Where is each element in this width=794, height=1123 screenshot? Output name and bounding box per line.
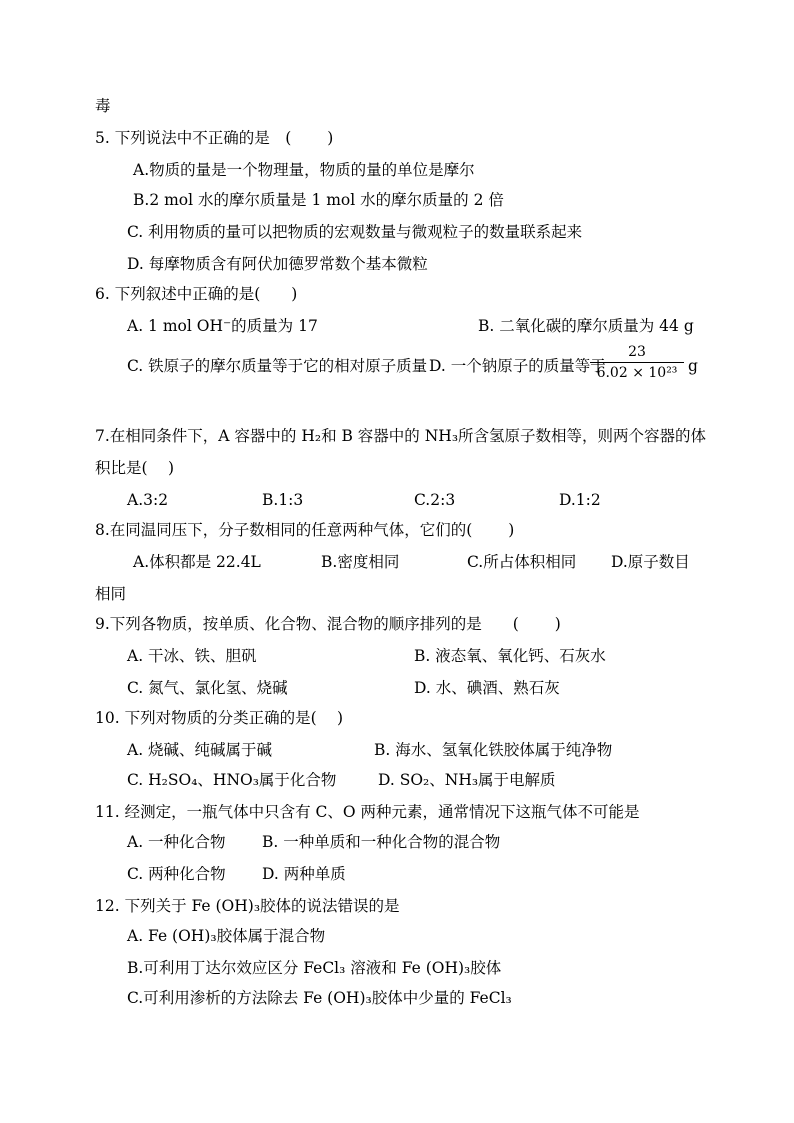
question-7-option-b: B.1:3 [262,491,304,509]
question-6-fraction [590,344,684,381]
question-7-line-2: 积比是( ) [95,459,175,477]
question-12-option-a: A. Fe (OH)₃胶体属于混合物 [127,927,326,945]
question-6-option-b: B. 二氧化碳的摩尔质量为 44 g [478,317,694,335]
question-11-option-c: C. 两种化合物 [127,865,226,883]
question-8: 8.在同温同压下，分子数相同的任意两种气体，它们的( ) [95,521,515,539]
question-8-option-d: D.原子数目 [611,553,690,571]
question-8-option-c: C.所占体积相同 [467,553,577,571]
question-10-option-b: B. 海水、氢氧化铁胶体属于纯净物 [374,741,613,759]
question-5-option-a: A.物质的量是一个物理量，物质的量的单位是摩尔 [133,161,475,179]
question-5-option-d: D. 每摩物质含有阿伏加德罗常数个基本微粒 [127,255,428,273]
question-6-unit: g [688,357,698,375]
question-12-option-b: B.可利用丁达尔效应区分 FeCl₃ 溶液和 Fe (OH)₃胶体 [127,959,502,977]
question-7-line-1: 7.在相同条件下，A 容器中的 H₂和 B 容器中的 NH₃所含氢原子数相等，则两个容器的体 [95,427,707,445]
question-10-option-d: D. SO₂、NH₃属于电解质 [378,771,556,789]
question-6-option-c: C. 铁原子的摩尔质量等于它的相对原子质量 [127,357,428,375]
fraction-numerator: 23 [628,344,646,360]
question-8-option-b: B.密度相同 [321,553,400,571]
fraction-bar [590,362,684,363]
question-12-option-c: C.可利用渗析的方法除去 Fe (OH)₃胶体中少量的 FeCl₃ [127,989,512,1007]
question-9: 9.下列各物质，按单质、化合物、混合物的顺序排列的是 ( ) [95,615,561,633]
question-5-option-b: B.2 mol 水的摩尔质量是 1 mol 水的摩尔质量的 2 倍 [133,191,504,209]
question-10-option-a: A. 烧碱、纯碱属于碱 [127,741,273,759]
question-6: 6. 下列叙述中正确的是( ) [95,285,298,303]
question-9-option-b: B. 液态氧、氧化钙、石灰水 [414,647,606,665]
question-11: 11. 经测定，一瓶气体中只含有 C、O 两种元素，通常情况下这瓶气体不可能是 [95,803,640,821]
question-6-option-d: D. 一个钠原子的质量等于 [429,357,606,375]
question-7-option-a: A.3:2 [127,491,169,509]
question-11-option-b: B. 一种单质和一种化合物的混合物 [262,833,501,851]
question-8-option-a: A.体积都是 22.4L [133,553,261,571]
question-8-option-d-cont: 相同 [95,585,127,603]
question-9-option-d: D. 水、碘酒、熟石灰 [414,679,560,697]
question-10: 10. 下列对物质的分类正确的是( ) [95,709,344,727]
question-12: 12. 下列关于 Fe (OH)₃胶体的说法错误的是 [95,897,400,915]
fraction-denominator: 6.02 × 10²³ [596,365,678,381]
question-6-option-a: A. 1 mol OH⁻的质量为 17 [127,317,318,335]
question-9-option-a: A. 干冰、铁、胆矾 [127,647,257,665]
question-11-option-a: A. 一种化合物 [127,833,226,851]
continued-text: 毒 [95,97,111,115]
question-7-option-c: C.2:3 [414,491,456,509]
question-9-option-c: C. 氮气、氯化氢、烧碱 [127,679,288,697]
question-5: 5. 下列说法中不正确的是 ( ) [95,129,334,147]
question-11-option-d: D. 两种单质 [262,865,346,883]
question-10-option-c: C. H₂SO₄、HNO₃属于化合物 [127,771,337,789]
question-5-option-c: C. 利用物质的量可以把物质的宏观数量与微观粒子的数量联系起来 [127,223,583,241]
question-7-option-d: D.1:2 [559,491,601,509]
